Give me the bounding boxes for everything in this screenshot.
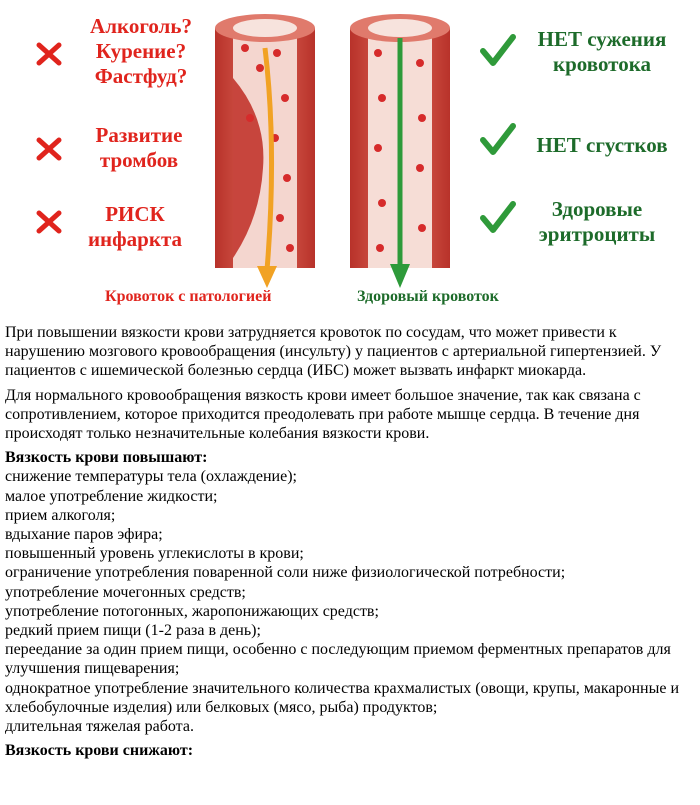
list-item: редкий прием пищи (1-2 раза в день); bbox=[5, 622, 261, 640]
label-line: тромбов bbox=[99, 147, 179, 172]
article-body bbox=[5, 323, 695, 760]
check-icon bbox=[478, 122, 518, 158]
list-item: прием алкоголя; bbox=[5, 506, 116, 524]
label-line: инфаркта bbox=[87, 226, 183, 251]
list-item: однократное употребление значительного количества крахмалистых (овощи, крупы, макаронные и хлебобулочные изделия) или белковых (мясо, рыба) продуктов; bbox=[5, 679, 680, 716]
label-line: НЕТ сужения bbox=[537, 27, 667, 51]
list-item: длительная тяжелая работа. bbox=[5, 718, 194, 736]
label-line: РИСК bbox=[105, 202, 165, 226]
decrease-heading: Вязкость крови снижают: bbox=[5, 742, 194, 760]
check-icon bbox=[478, 33, 518, 69]
label-line: эритроциты bbox=[538, 221, 656, 246]
label-alcohol-smoking-fastfood bbox=[86, 14, 196, 88]
cross-icon bbox=[34, 135, 64, 163]
cross-icon bbox=[34, 40, 64, 68]
label-line: Алкоголь? bbox=[90, 14, 192, 38]
list-item: малое употребление жидкости; bbox=[5, 487, 218, 505]
list-item: ограничение употребления поваренной соли ниже физиологической потребности; bbox=[5, 564, 566, 582]
list-item: вдыхание паров эфира; bbox=[5, 526, 163, 544]
cross-icon bbox=[34, 208, 64, 236]
label-thrombus-development bbox=[84, 123, 194, 173]
list-item: употребление потогонных, жаропонижающих средств; bbox=[5, 602, 379, 620]
list-item: снижение температуры тела (охлаждение); bbox=[5, 468, 297, 486]
check-icon bbox=[478, 200, 518, 236]
label-line: кровотока bbox=[553, 51, 651, 76]
label-infarction-risk bbox=[80, 202, 190, 252]
healthy-vessel bbox=[340, 8, 460, 288]
label-line: Здоровые bbox=[551, 197, 643, 221]
label-line: НЕТ сгустков bbox=[536, 133, 668, 157]
label-healthy-erythrocytes bbox=[522, 197, 672, 247]
paragraph: Для нормального кровообращения вязкость крови имеет большое значение, так как связана с сопротивлением, которое приходится преодолевать при работе мышце сердца. В течение дня происходят только незначительные колебания вязкости крови. bbox=[5, 386, 641, 443]
paragraph: При повышении вязкости крови затрудняется кровоток по сосудам, что может привести к нарушению мозгового кровообращения (инсульту) у пациентов с артериальной гипертензией. У пациентов с ишемической болезнью сердца (ИБС) может вызвать инфаркт миокарда. bbox=[5, 324, 662, 380]
label-no-narrowing bbox=[527, 27, 677, 77]
list-item: повышенный уровень углекислоты в крови; bbox=[5, 545, 304, 563]
blood-flow-illustration bbox=[0, 0, 700, 318]
increase-heading: Вязкость крови повышают: bbox=[5, 449, 208, 467]
list-item: переедание за один прием пищи, особенно с последующим приемом ферментных препаратов для улучшения пищеварения; bbox=[5, 641, 671, 678]
caption-healthy: Здоровый кровоток bbox=[357, 288, 499, 305]
label-line: Развитие bbox=[95, 123, 183, 147]
label-line: Курение? bbox=[95, 38, 187, 63]
caption-pathology: Кровоток с патологией bbox=[105, 288, 272, 305]
label-no-clots bbox=[527, 133, 677, 158]
label-line: Фастфуд? bbox=[94, 63, 188, 88]
list-item: употребление мочегонных средств; bbox=[5, 583, 246, 601]
pathology-vessel bbox=[205, 8, 325, 288]
